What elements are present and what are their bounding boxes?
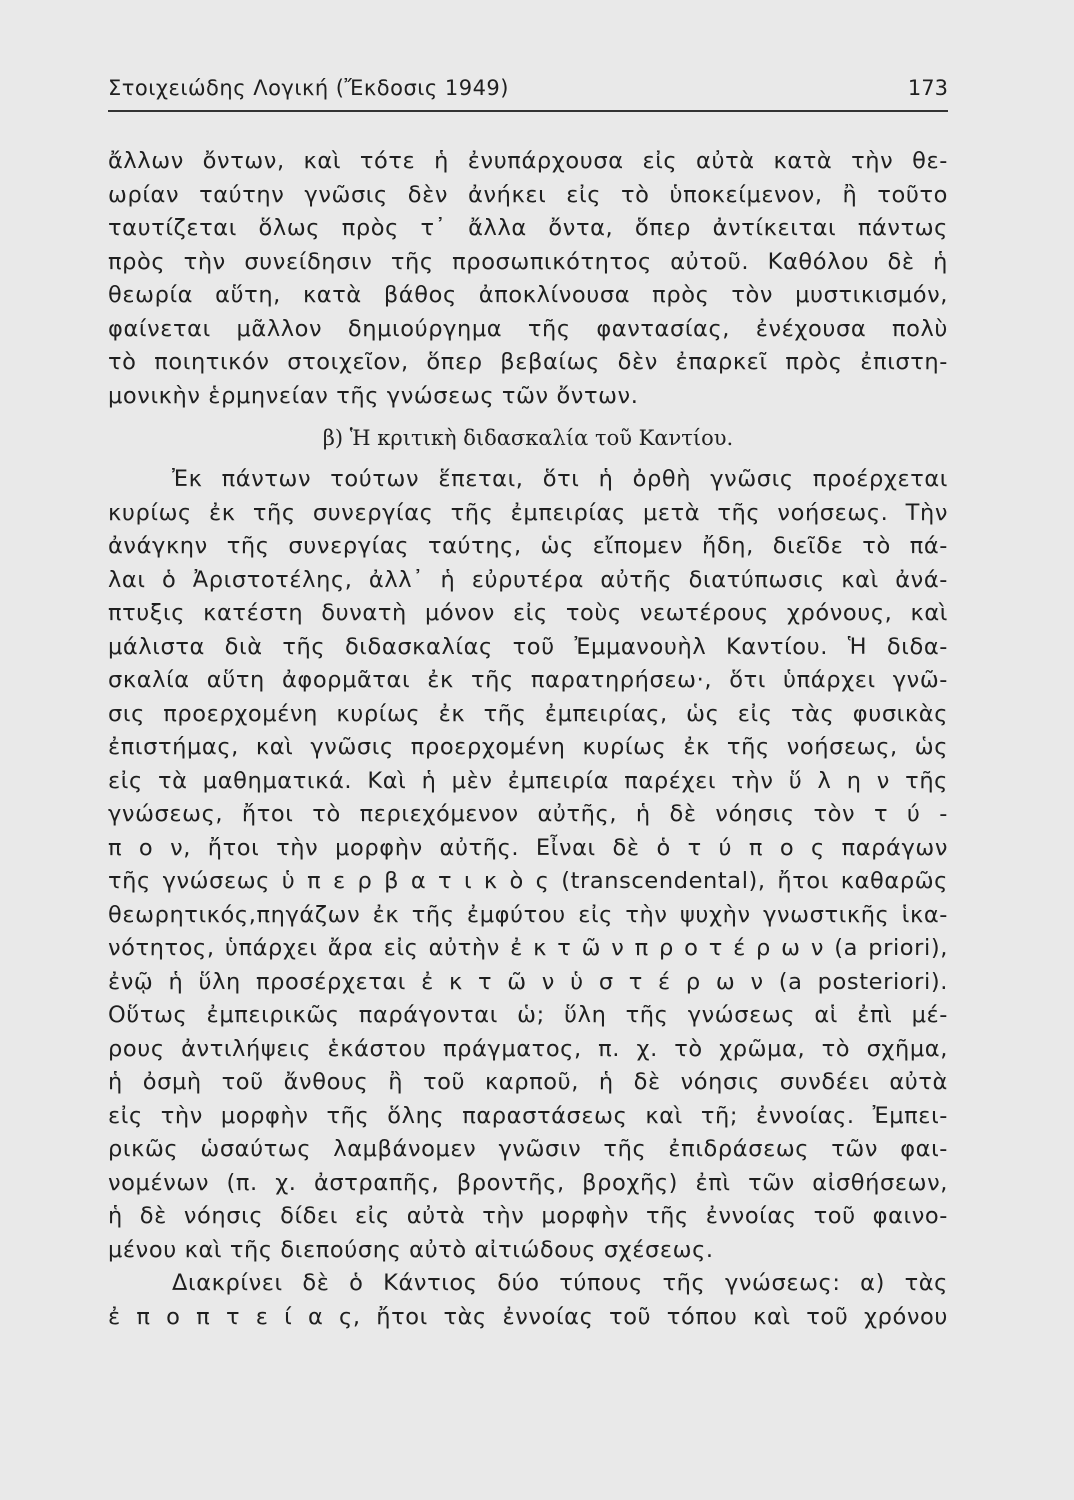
text-line: ωρίαν ταύτην γνῶσις δὲν ἀνήκει εἰς τὸ ὑποκείμενον, ἢ τοῦτο	[108, 181, 948, 208]
header-rule	[108, 110, 948, 112]
text-line: ἡ ὀσμὴ τοῦ ἄνθους ἢ τοῦ καρποῦ, ἡ δὲ νόησις συνδέει αὐτὰ	[108, 1069, 948, 1095]
text-line: ἀνάγκην τῆς συνεργίας ταύτης, ὡς εἴπομεν ἤδη, διεῖδε τὸ πά-	[108, 533, 948, 559]
text-line: εἰς τὴν μορφὴν τῆς ὅλης παραστάσεως καὶ τῆ; ἐννοίας. Ἐμπει-	[108, 1102, 948, 1129]
text-line: νομένων (π. χ. ἀστραπῆς, βροντῆς, βροχῆς) ἐπὶ τῶν αἰσθήσεων,	[108, 1169, 948, 1196]
text-line: πτυξις κατέστη δυνατὴ μόνον εἰς τοὺς νεωτέρους χρόνους, καὶ	[108, 600, 948, 626]
section-subheading: β) Ἡ κριτικὴ διδασκαλία τοῦ Καντίου.	[322, 426, 734, 450]
text-line: τὸ ποιητικόν στοιχεῖον, ὅπερ βεβαίως δὲν ἐπαρκεῖ πρὸς ἐπιστη-	[108, 349, 948, 375]
text-line: ἐνῷ ἡ ὕλη προσέρχεται ἐ κ τ ῶ ν ὑ σ τ έ ρ ω ν (a posteriori).	[108, 968, 948, 995]
text-line: θεωρία αὕτη, κατὰ βάθος ἀποκλίνουσα πρὸς τὸν μυστικισμόν,	[108, 282, 948, 308]
text-line: ἡ δὲ νόησις δίδει εἰς αὐτὰ τὴν μορφὴν τῆς ἐννοίας τοῦ φαινο-	[108, 1203, 948, 1229]
text-line: ἐπιστήμας, καὶ γνῶσις προερχομένη κυρίως ἐκ τῆς νοήσεως, ὡς	[108, 734, 948, 760]
text-line: Οὕτως ἐμπειρικῶς παράγονται ὡ; ὕλη τῆς γνώσεως αἱ ἐπὶ μέ-	[108, 1002, 948, 1028]
paragraph-3	[108, 1267, 948, 1334]
text-line: ταυτίζεται ὅλως πρὸς τ᾽ ἄλλα ὄντα, ὅπερ ἀντίκειται πάντως	[108, 215, 948, 241]
text-line: ἄλλων ὄντων, καὶ τότε ἡ ἐνυπάρχουσα εἰς αὐτὰ κατὰ τὴν θε-	[108, 148, 948, 174]
text-line: τῆς γνώσεως ὑ π ε ρ β α τ ι κ ὸ ς (transcendental), ἤτοι καθαρῶς	[108, 868, 948, 894]
text-line: π ο ν, ἤτοι τὴν μορφὴν αὐτῆς. Εἶναι δὲ ὁ τ ύ π ο ς παράγων	[108, 834, 948, 861]
text-line: εἰς τὰ μαθηματικά. Καὶ ἡ μὲν ἐμπειρία παρέχει τὴν ὕ λ η ν τῆς	[108, 767, 948, 794]
text-line: πρὸς τὴν συνείδησιν τῆς προσωπικότητος αὐτοῦ. Καθόλου δὲ ἡ	[108, 248, 948, 275]
text-line: μονικὴν ἑρμηνείαν τῆς γνώσεως τῶν ὄντων.	[108, 382, 639, 409]
text-line: ρους ἀντιλήψεις ἑκάστου πράγματος, π. χ. τὸ χρῶμα, τὸ σχῆμα,	[108, 1035, 948, 1062]
text-line: νότητος, ὑπάρχει ἄρα εἰς αὐτὴν ἐ κ τ ῶ ν π ρ ο τ έ ρ ω ν (a priori),	[108, 935, 948, 961]
text-line: ρικῶς ὡσαύτως λαμβάνομεν γνῶσιν τῆς ἐπιδράσεως τῶν φαι-	[108, 1136, 948, 1162]
text-line: ἐ π ο π τ ε ί α ς, ἤτοι τὰς ἐννοίας τοῦ τόπου καὶ τοῦ χρόνου	[108, 1303, 948, 1330]
text-line: μένου καὶ τῆς διεπούσης αὐτὸ αἰτιώδους σχέσεως.	[108, 1236, 714, 1263]
running-header	[108, 76, 948, 106]
text-line: λαι ὁ Ἀριστοτέλης, ἀλλ᾽ ἡ εὐρυτέρα αὐτῆς διατύπωσις καὶ ἀνά-	[108, 566, 948, 593]
paragraph-1	[108, 145, 948, 413]
page-number: 173	[907, 76, 948, 100]
text-line: φαίνεται μᾶλλον δημιούργημα τῆς φαντασίας, ἐνέχουσα πολὺ	[108, 315, 948, 342]
text-line: μάλιστα διὰ τῆς διδασκαλίας τοῦ Ἐμμανουὴλ Καντίου. Ἡ διδα-	[108, 633, 948, 660]
text-line: σις προερχομένη κυρίως ἐκ τῆς ἐμπειρίας, ὡς εἰς τὰς φυσικὰς	[108, 700, 948, 727]
header-title: Στοιχειώδης Λογική (Ἔκδοσις 1949)	[108, 76, 509, 100]
paragraph-2	[108, 463, 948, 1267]
text-line: Ἐκ πάντων τούτων ἕπεται, ὅτι ἡ ὀρθὴ γνῶσις προέρχεται	[172, 466, 948, 492]
body-text	[108, 145, 948, 1334]
text-line: κυρίως ἐκ τῆς συνεργίας τῆς ἐμπειρίας μετὰ τῆς νοήσεως. Τὴν	[108, 499, 948, 526]
text-line: γνώσεως, ἤτοι τὸ περιεχόμενον αὐτῆς, ἡ δὲ νόησις τὸν τ ύ -	[108, 801, 948, 827]
text-line: θεωρητικός,πηγάζων ἐκ τῆς ἐμφύτου εἰς τὴν ψυχὴν γνωστικῆς ἱκα-	[108, 901, 948, 928]
text-line: σκαλία αὕτη ἀφορμᾶται ἐκ τῆς παρατηρήσεω·, ὅτι ὑπάρχει γνῶ-	[108, 667, 948, 693]
text-line: Διακρίνει δὲ ὁ Κάντιος δύο τύπους τῆς γνώσεως: α) τὰς	[172, 1270, 948, 1296]
